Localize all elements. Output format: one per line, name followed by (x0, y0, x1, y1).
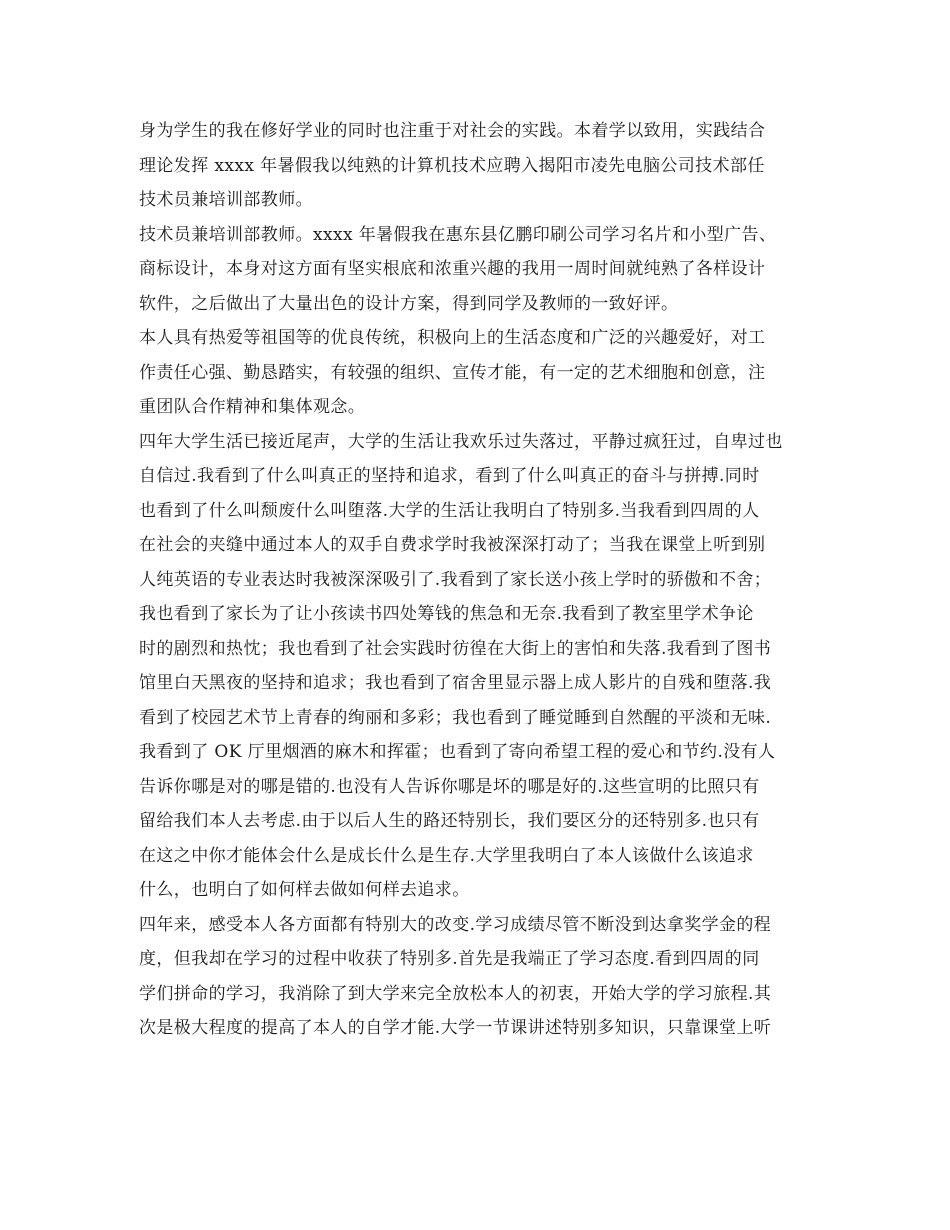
text-line: 商标设计，本身对这方面有坚实根底和浓重兴趣的我用一周时间就纯熟了各样设计 (139, 259, 766, 279)
text-line: 技术员兼培训部教师。 (139, 190, 313, 210)
text-line: 留给我们本人去考虑.由于以后人生的路还特别长，我们要区分的还特别多.也只有 (139, 811, 760, 831)
text-line: 人纯英语的专业表达时我被深深吸引了.我看到了家长送小孩上学时的骄傲和不舍； (139, 569, 772, 590)
text-line: 在社会的夹缝中通过本人的双手自费求学时我被深深打动了；当我在课堂上听到别 (139, 535, 766, 555)
document-body (139, 114, 815, 1046)
text-line: 告诉你哪是对的哪是错的.也没有人告诉你哪是坏的哪是好的.这些宣明的比照只有 (139, 776, 760, 797)
text-line: 次是极大程度的提高了本人的自学才能.大学一节课讲述特别多知识，只靠课堂上听 (139, 1018, 772, 1038)
text-line: 软件，之后做出了大量出色的设计方案，得到同学及教师的一致好评。 (139, 293, 679, 314)
text-line: 本人具有热爱等祖国等的优良传统，积极向上的生活态度和广泛的兴趣爱好，对工 (139, 328, 766, 348)
text-line: 作责任心强、勤恳踏实，有较强的组织、宣传才能，有一定的艺术细胞和创意，注 (139, 362, 766, 383)
text-line: 也看到了什么叫颓废什么叫堕落.大学的生活让我明白了特别多.当我看到四周的人 (139, 500, 760, 521)
text-line: 重团队合作精神和集体观念。 (139, 397, 366, 417)
text-line: 四年来，感受本人各方面都有特别大的改变.学习成绩尽管不断没到达拿奖学金的程 (139, 914, 772, 935)
text-line: 技术员兼培训部教师。xxxx 年暑假我在惠东县亿鹏印刷公司学习名片和小型广告、 (139, 224, 777, 245)
text-line: 时的剧烈和热忱；我也看到了社会实践时彷徨在大街上的害怕和失落.我看到了图书 (139, 638, 772, 659)
text-line: 在这之中你才能体会什么是成长什么是生存.大学里我明白了本人该做什么该追求 (139, 845, 754, 866)
text-line: 我看到了 OK 厅里烟酒的麻木和挥霍；也看到了寄向希望工程的爱心和节约.没有人 (139, 742, 776, 762)
text-line: 什么，也明白了如何样去做如何样去追求。 (139, 880, 470, 900)
text-line: 理论发挥 xxxx 年暑假我以纯熟的计算机技术应聘入揭阳市凌先电脑公司技术部任 (139, 155, 765, 176)
text-line: 自信过.我看到了什么叫真正的坚持和追求，看到了什么叫真正的奋斗与拼搏.同时 (139, 466, 760, 486)
text-line: 学们拼命的学习，我消除了到大学来完全放松本人的初衷，开始大学的学习旅程.其 (139, 983, 772, 1004)
text-line: 看到了校园艺术节上青春的绚丽和多彩；我也看到了睡觉睡到自然醒的平淡和无味. (139, 707, 772, 728)
text-line: 度，但我却在学习的过程中收获了特别多.首先是我端正了学习态度.看到四周的同 (139, 949, 760, 969)
text-line: 馆里白天黑夜的坚持和追求；我也看到了宿舍里显示器上成人影片的自残和堕落.我 (139, 673, 772, 693)
text-line: 我也看到了家长为了让小孩读书四处筹钱的焦急和无奈.我看到了教室里学术争论 (139, 604, 754, 624)
text-line: 四年大学生活已接近尾声，大学的生活让我欢乐过失落过，平静过疯狂过，自卑过也 (139, 431, 783, 452)
text-line: 身为学生的我在修好学业的同时也注重于对社会的实践。本着学以致用，实践结合 (139, 121, 766, 141)
